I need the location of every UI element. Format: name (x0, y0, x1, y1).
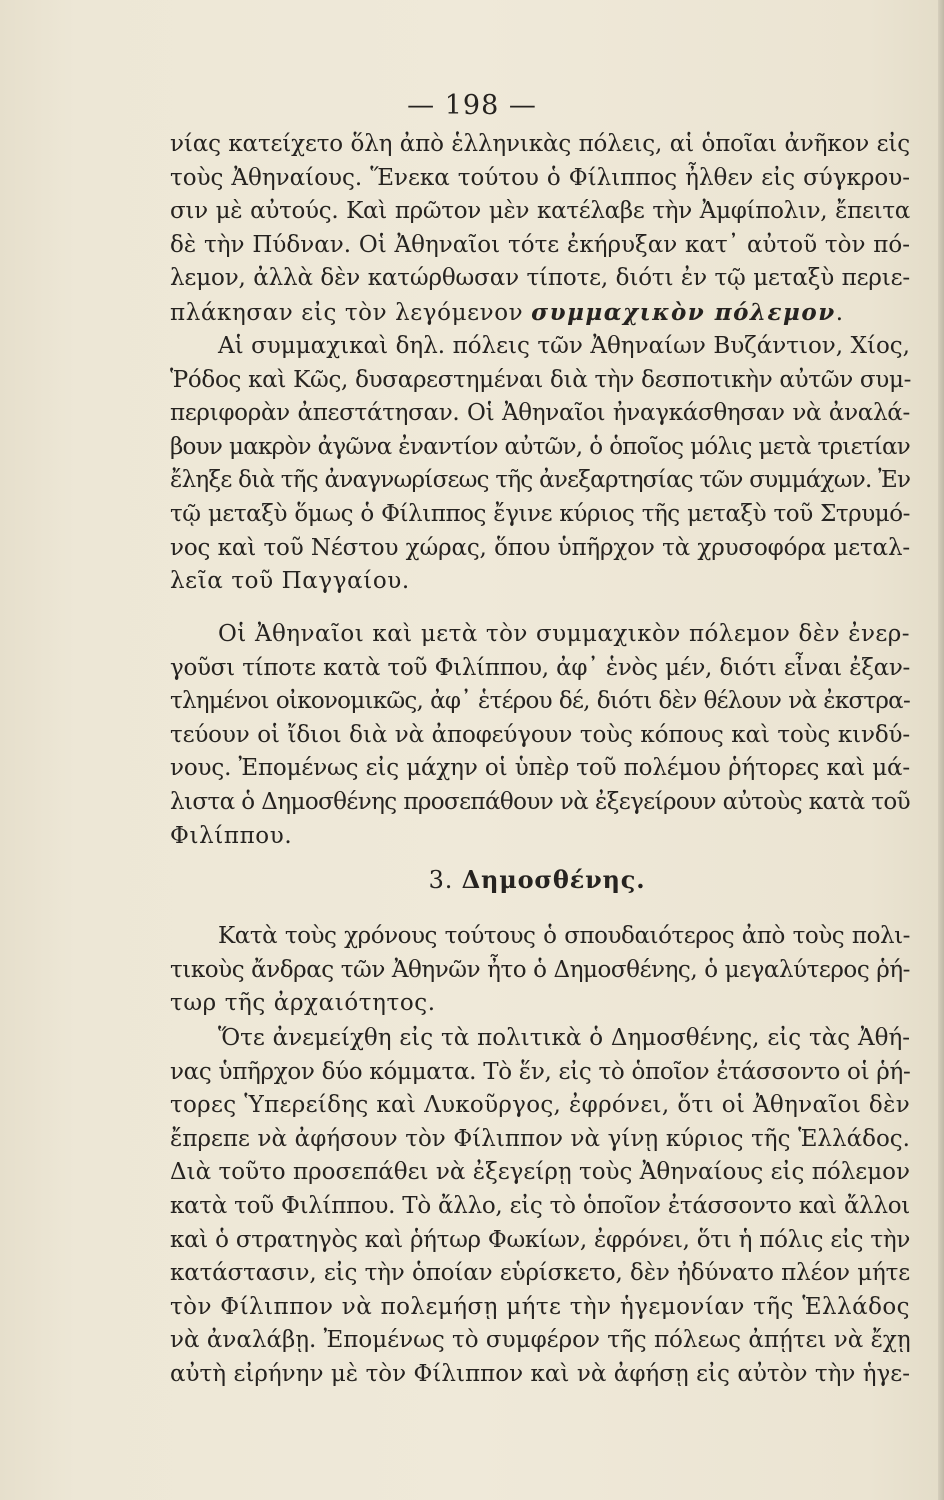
text-line: τεύουν οἱ ἴδιοι διὰ νὰ ἀποφεύγουν τοὺς κόπους καὶ τοὺς κινδύ- (170, 721, 910, 748)
section-heading (0, 862, 944, 898)
text-line: καὶ ὁ στρατηγὸς καὶ ῥήτωρ Φωκίων, ἐφρόνει, ὅτι ἡ πόλις εἰς τὴν (170, 1226, 910, 1253)
text-line: τὸν Φίλιππον νὰ πολεμήσῃ μήτε τὴν ἡγεμονίαν τῆς Ἑλλάδος (170, 1293, 910, 1320)
text-line: Κατὰ τοὺς χρόνους τούτους ὁ σπουδαιότερος ἀπὸ τοὺς πολι- (218, 923, 910, 949)
text-line: λεμον, ἀλλὰ δὲν κατώρθωσαν τίποτε, διότι ἐν τῷ μεταξὺ περιε- (170, 265, 910, 292)
text-line: τῷ μεταξὺ ὅμως ὁ Φίλιππος ἔγινε κύριος τῆς μεταξὺ τοῦ Στρυμό- (170, 500, 910, 527)
text-line: Φιλίππου. (170, 822, 293, 849)
text-line: τλημένοι οἰκονομικῶς, ἀφ᾿ ἑτέρου δέ, διότι δὲν θέλουν νὰ ἐκστρα- (170, 688, 910, 715)
emphasized-term: συμμαχικὸν πόλεμον (531, 298, 836, 326)
text-span: πλάκησαν εἰς τὸν λεγόμενον (170, 299, 532, 326)
text-line: τικοὺς ἄνδρας τῶν Ἀθηνῶν ἦτο ὁ Δημοσθένης, ὁ μεγαλύτερος ῥή- (170, 956, 910, 983)
text-line: λιστα ὁ Δημοσθένης προσεπάθουν νὰ ἐξεγείρουν αὐτοὺς κατὰ τοῦ (170, 788, 910, 815)
text-line: νίας κατείχετο ὅλη ἀπὸ ἑλληνικὰς πόλεις, αἱ ὁποῖαι ἀνῆκον εἰς (170, 131, 910, 157)
text-line: κατὰ τοῦ Φιλίππου. Τὸ ἄλλο, εἰς τὸ ὁποῖον ἐτάσσοντο καὶ ἄλλοι (170, 1192, 910, 1219)
paragraph-4 (170, 920, 910, 1021)
text-line: κατάστασιν, εἰς τὴν ὁποίαν εὑρίσκετο, δὲν ἠδύνατο πλέον μήτε (170, 1260, 910, 1287)
text-span: . (835, 299, 844, 326)
text-line: λεῖα τοῦ Παγγαίου. (170, 568, 410, 595)
text-line: νας ὑπῆρχον δύο κόμματα. Τὸ ἕν, εἰς τὸ ὁποῖον ἐτάσσοντο οἱ ῥή- (170, 1058, 911, 1085)
text-line: ἔπρεπε νὰ ἀφήσουν τὸν Φίλιππον νὰ γίνῃ κύριος τῆς Ἑλλάδος. (170, 1125, 910, 1152)
text-line: γοῦσι τίποτε κατὰ τοῦ Φιλίππου, ἀφ᾿ ἑνὸς μέν, διότι εἶναι ἐξαν- (170, 654, 910, 681)
text-line: αὐτὴ εἰρήνην μὲ τὸν Φίλιππον καὶ νὰ ἀφήσῃ εἰς αὐτὸν τὴν ἡγε- (170, 1360, 910, 1387)
paragraph-5 (170, 1022, 910, 1392)
text-line: βουν μακρὸν ἀγῶνα ἐναντίον αὐτῶν, ὁ ὁποῖος μόλις μετὰ τριετίαν (170, 433, 910, 460)
text-line: σιν μὲ αὐτούς. Καὶ πρῶτον μὲν κατέλαβε τὴν Ἀμφίπολιν, ἔπειτα (170, 198, 910, 225)
text-line (170, 296, 910, 330)
text-line: νὰ ἀναλάβῃ. Ἐπομένως τὸ συμφέρον τῆς πόλεως ἀπῄτει νὰ ἔχῃ (170, 1327, 911, 1354)
section-title: Δημοσθένης. (461, 865, 646, 894)
text-line: Αἱ συμμαχικαὶ δηλ. πόλεις τῶν Ἀθηναίων Βυζάντιον, Χίος, (218, 333, 910, 359)
text-line: δὲ τὴν Πύδναν. Οἱ Ἀθηναῖοι τότε ἐκήρυξαν κατ᾿ αὐτοῦ τὸν πό- (170, 231, 910, 258)
text-line: τορες Ὑπερείδης καὶ Λυκοῦργος, ἐφρόνει, ὅτι οἱ Ἀθηναῖοι δὲν (170, 1092, 910, 1119)
paragraph-3 (170, 618, 910, 853)
text-line: Διὰ τοῦτο προσεπάθει νὰ ἐξεγείρῃ τοὺς Ἀθηναίους εἰς πόλεμον (170, 1159, 910, 1186)
page-edge (938, 0, 944, 1500)
text-line: ἔληξε διὰ τῆς ἀναγνωρίσεως τῆς ἀνεξαρτησίας τῶν συμμάχων. Ἐν (170, 467, 911, 494)
text-line: Ῥόδος καὶ Κῶς, δυσαρεστημέναι διὰ τὴν δεσποτικὴν αὐτῶν συμ- (170, 366, 912, 393)
text-line: νους. Ἐπομένως εἰς μάχην οἱ ὑπὲρ τοῦ πολέμου ῥήτορες καὶ μά- (170, 755, 910, 782)
paragraph-2 (170, 330, 910, 599)
paragraph-1 (170, 128, 910, 330)
text-line: Ὅτε ἀνεμείχθη εἰς τὰ πολιτικὰ ὁ Δημοσθένης, εἰς τὰς Ἀθή- (218, 1025, 910, 1051)
section-number: 3. (428, 866, 454, 894)
page-number: — 198 — (407, 90, 537, 121)
text-line: περιφορὰν ἀπεστάτησαν. Οἱ Ἀθηναῖοι ἠναγκάσθησαν νὰ ἀναλά- (170, 400, 910, 427)
text-line: νος καὶ τοῦ Νέστου χώρας, ὅπου ὑπῆρχον τὰ χρυσοφόρα μεταλ- (170, 534, 910, 561)
text-line: τωρ τῆς ἀρχαιότητος. (170, 990, 436, 1017)
text-line: τοὺς Ἀθηναίους. Ἕνεκα τούτου ὁ Φίλιππος ἦλθεν εἰς σύγκρου- (170, 164, 910, 191)
text-line: Οἱ Ἀθηναῖοι καὶ μετὰ τὸν συμμαχικὸν πόλεμον δὲν ἐνερ- (218, 621, 910, 647)
